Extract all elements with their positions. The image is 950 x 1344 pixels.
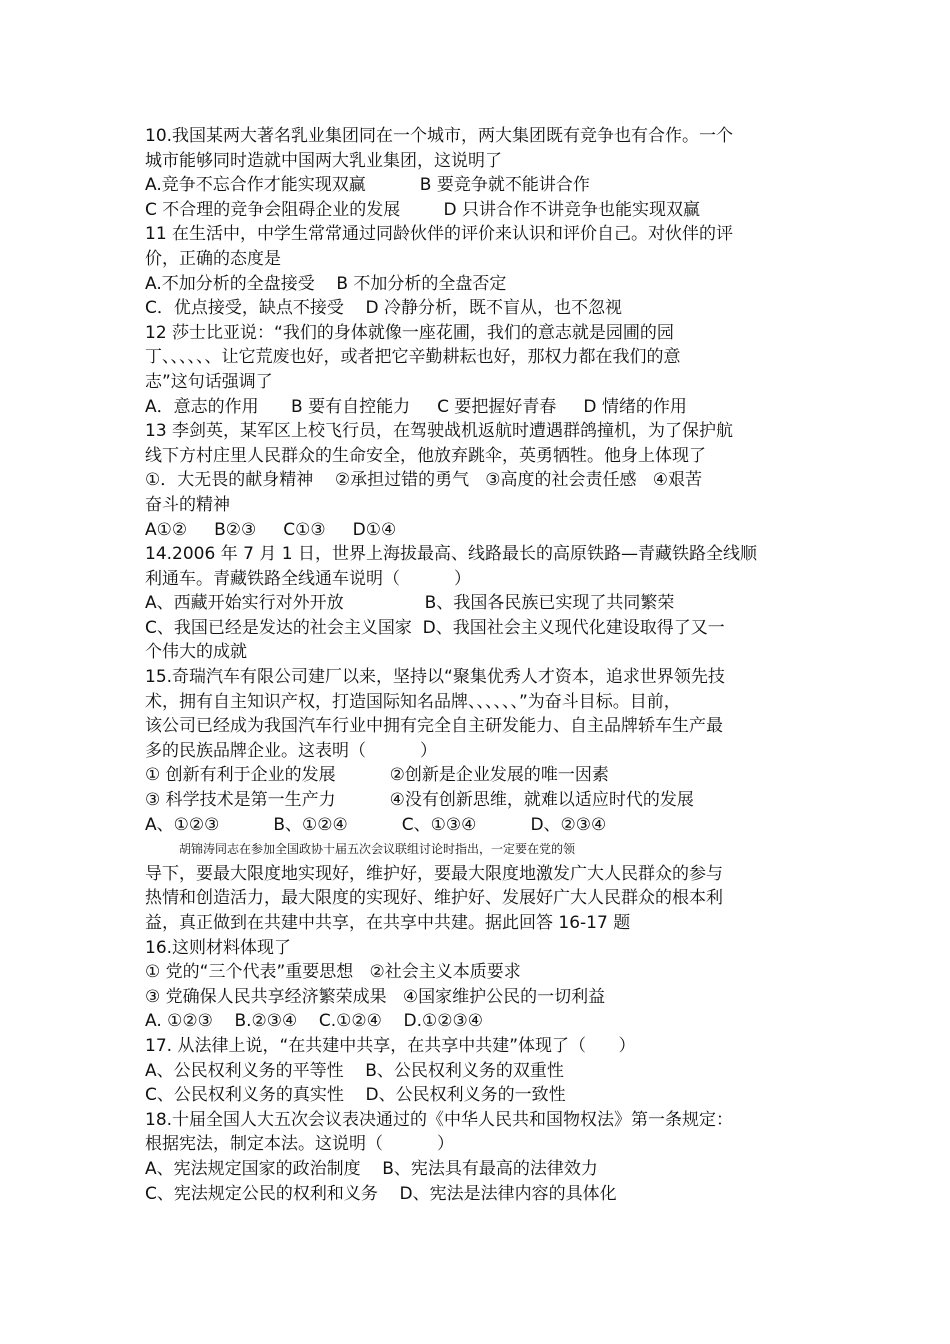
- text-line: ① 党的“三个代表”重要思想 ②社会主义本质要求: [145, 962, 521, 983]
- text-line: 12 莎士比亚说：“我们的身体就像一座花圃，我们的意志就是园圃的园: [145, 322, 674, 343]
- text-line: A.不加分析的全盘接受 B 不加分析的全盘否定: [145, 273, 507, 294]
- text-line: 导下，要最大限度地实现好，维护好，要最大限度地激发广大人民群众的参与: [145, 863, 723, 884]
- text-line: 18.十届全国人大五次会议表决通过的《中华人民共和国物权法》第一条规定：: [145, 1109, 734, 1130]
- text-line: C、公民权利义务的真实性 D、公民权利义务的一致性: [145, 1085, 566, 1106]
- text-line: ③ 党确保人民共享经济繁荣成果 ④国家维护公民的一切利益: [145, 986, 606, 1007]
- text-line: ③ 科学技术是第一生产力 ④没有创新思维，就难以适应时代的发展: [145, 790, 694, 811]
- text-line: A、公民权利义务的平等性 B、公民权利义务的双重性: [145, 1060, 564, 1081]
- text-line: 价，正确的态度是: [145, 248, 281, 269]
- text-line: ① 创新有利于企业的发展 ②创新是企业发展的唯一因素: [145, 765, 609, 786]
- text-line: ①．大无畏的献身精神 ②承担过错的勇气 ③高度的社会责任感 ④艰苦: [145, 470, 702, 491]
- text-line: 17. 从法律上说，“在共建中共享，在共享中共建”体现了（ ）: [145, 1035, 636, 1056]
- text-line: 益，真正做到在共建中共享，在共享中共建。据此回答 16-17 题: [145, 913, 631, 933]
- text-line: 根据宪法，制定本法。这说明（ ）: [145, 1134, 455, 1155]
- text-line: C 不合理的竞争会阻碍企业的发展 D 只讲合作不讲竞争也能实现双赢: [145, 199, 700, 220]
- text-line: A.竞争不忘合作才能实现双赢 B 要竞争就不能讲合作: [145, 175, 590, 196]
- text-line: 志”这句话强调了: [145, 371, 273, 392]
- text-line: 热情和创造活力，最大限度的实现好、维护好、发展好广大人民群众的根本利: [145, 888, 723, 909]
- text-line: 16.这则材料体现了: [145, 937, 292, 958]
- text-line: A①② B②③ C①③ D①④: [145, 519, 397, 540]
- text-line: 15.奇瑞汽车有限公司建厂以来，坚持以“聚集优秀人才资本，追求世界领先技: [145, 667, 725, 688]
- text-line: A. ①②③ B.②③④ C.①②④ D.①②③④: [145, 1011, 483, 1032]
- text-line: 丁、、、、、、让它荒废也好，或者把它辛勤耕耘也好，那权力都在我们的意: [145, 347, 681, 368]
- text-line: 该公司已经成为我国汽车行业中拥有完全自主研发能力、自主品牌轿车生产最: [145, 716, 723, 737]
- text-line: A、①②③ B、①②④ C、①③④ D、②③④: [145, 814, 607, 835]
- text-line: 胡锦涛同志在参加全国政协十届五次会议联组讨论时指出，一定要在党的领: [179, 842, 576, 857]
- text-line: C、我国已经是发达的社会主义国家 D、我国社会主义现代化建设取得了又一: [145, 617, 725, 638]
- text-line: 线下方村庄里人民群众的生命安全，他放弃跳伞，英勇牺牲。他身上体现了: [145, 445, 706, 466]
- exam-questions-content: [145, 124, 810, 1206]
- text-line: 13 李剑英，某军区上校飞行员，在驾驶战机返航时遭遇群鸽撞机，为了保护航: [145, 421, 734, 442]
- text-line: 14.2006 年 7 月 1 日，世界上海拔最高、线路最长的高原铁路—青藏铁路全线顺: [145, 544, 757, 565]
- text-line: 城市能够同时造就中国两大乳业集团，这说明了: [145, 150, 502, 171]
- text-line: 多的民族品牌企业。这表明（ ）: [145, 740, 438, 761]
- text-line: 术，拥有自主知识产权，打造国际知名品牌、、、、、、”为奋斗目标。目前，: [145, 691, 681, 712]
- text-line: A、宪法规定国家的政治制度 B、宪法具有最高的法律效力: [145, 1158, 598, 1179]
- text-line: A、西藏开始实行对外开放 B、我国各民族已实现了共同繁荣: [145, 593, 675, 614]
- text-line: 个伟大的成就: [145, 642, 247, 663]
- text-line: 10.我国某两大著名乳业集团同在一个城市，两大集团既有竞争也有合作。一个: [145, 126, 734, 146]
- text-line: C．优点接受，缺点不接受 D 冷静分析，既不盲从，也不忽视: [145, 298, 622, 319]
- text-line: A．意志的作用 B 要有自控能力 C 要把握好青春 D 情绪的作用: [145, 396, 687, 417]
- text-line: 奋斗的精神: [145, 494, 230, 515]
- text-line: 11 在生活中，中学生常常通过同龄伙伴的评价来认识和评价自己。对伙伴的评: [145, 224, 734, 245]
- text-line: C、宪法规定公民的权利和义务 D、宪法是法律内容的具体化: [145, 1183, 617, 1204]
- text-line: 利通车。青藏铁路全线通车说明（ ）: [145, 568, 472, 589]
